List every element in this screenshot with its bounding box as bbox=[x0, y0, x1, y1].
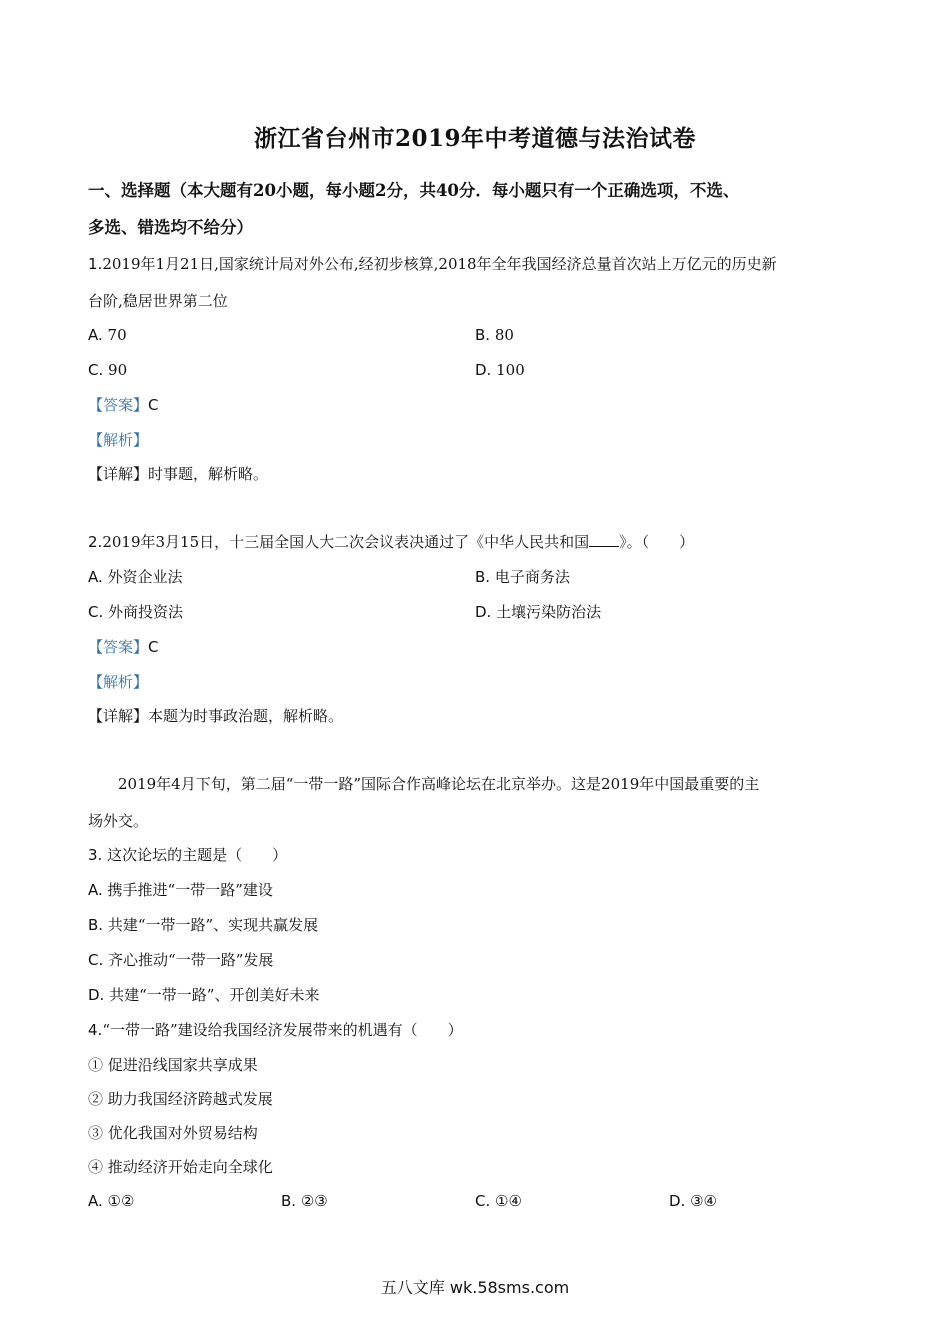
material-line2: 场外交。 bbox=[88, 812, 149, 830]
q4-stem-text: “一带一路”建设给我国经济发展带来的机遇有（ ） bbox=[102, 1021, 463, 1039]
option-text: ③④ bbox=[690, 1192, 718, 1210]
option-label: D. bbox=[475, 361, 492, 379]
option-label: D. bbox=[475, 603, 492, 621]
option-text: ①② bbox=[107, 1192, 135, 1210]
q2-option-a bbox=[88, 566, 183, 588]
q4-option-b bbox=[281, 1190, 328, 1212]
option-label: B. bbox=[475, 568, 491, 586]
answer-tag: 【答案】 bbox=[88, 396, 149, 414]
q2-detail: 【详解】本题为时事政治题，解析略。 bbox=[88, 707, 344, 725]
option-label: C. bbox=[475, 1192, 491, 1210]
q2-analysis-tag: 【解析】 bbox=[88, 673, 149, 691]
q3-option-d bbox=[88, 984, 319, 1006]
q3-option-c bbox=[88, 949, 273, 971]
option-text: 外资企业法 bbox=[107, 568, 183, 586]
option-label: D. bbox=[88, 986, 105, 1004]
q2-option-b bbox=[475, 566, 570, 588]
q3-stem-text: 这次论坛的主题是（ ） bbox=[102, 846, 288, 864]
page-footer: 五八文库 wk.58sms.com bbox=[380, 1278, 570, 1297]
q2-stem-before: 2019年3月15日，十三届全国人大二次会议表决通过了《中华人民共和国 bbox=[102, 533, 590, 551]
option-text: 共建“一带一路”、开创美好未来 bbox=[109, 986, 320, 1004]
option-text: 电子商务法 bbox=[494, 568, 570, 586]
option-label: A. bbox=[88, 568, 103, 586]
q1-option-d bbox=[475, 359, 525, 381]
section-heading-line1: 一、选择题（本大题有20小题，每小题2分，共40分．每小题只有一个正确选项，不选、 bbox=[88, 181, 740, 200]
answer-tag: 【答案】 bbox=[88, 638, 149, 656]
option-label: A. bbox=[88, 326, 103, 344]
q2-answer bbox=[88, 636, 159, 658]
q4-item-3: ③ 优化我国对外贸易结构 bbox=[88, 1124, 258, 1142]
option-label: B. bbox=[88, 916, 104, 934]
option-label: A. bbox=[88, 1192, 103, 1210]
q1-answer bbox=[88, 394, 159, 416]
q1-option-a bbox=[88, 324, 127, 346]
q1-option-b bbox=[475, 324, 514, 346]
q2-stem-after: 》。（ ） bbox=[619, 533, 695, 551]
q1-stem-text1: 2019年1月21日,国家统计局对外公布,经初步核算,2018年全年我国经济总量首次站上万亿元的历史新 bbox=[102, 255, 777, 273]
option-text: 共建“一带一路”、实现共赢发展 bbox=[107, 916, 319, 934]
q2-option-d bbox=[475, 601, 601, 623]
q4-number: 4. bbox=[88, 1021, 103, 1039]
option-label: D. bbox=[669, 1192, 686, 1210]
q3-number: 3. bbox=[88, 846, 103, 864]
option-text: ①④ bbox=[495, 1192, 522, 1210]
option-text: 70 bbox=[107, 326, 127, 344]
q2-option-c bbox=[88, 601, 183, 623]
q4-option-d bbox=[669, 1190, 717, 1212]
option-label: B. bbox=[281, 1192, 297, 1210]
section-heading-line2: 多选、错选均不给分） bbox=[88, 218, 253, 237]
option-label: A. bbox=[88, 881, 103, 899]
q2-blank bbox=[589, 531, 619, 547]
option-text: 携手推进“一带一路”建设 bbox=[107, 881, 273, 899]
option-label: C. bbox=[88, 951, 104, 969]
q2-stem bbox=[88, 531, 694, 553]
q1-number: 1. bbox=[88, 255, 103, 273]
q4-stem bbox=[88, 1019, 463, 1041]
option-text: 土壤污染防治法 bbox=[496, 603, 602, 621]
q4-option-a bbox=[88, 1190, 134, 1212]
option-text: 外商投资法 bbox=[108, 603, 184, 621]
q3-option-a bbox=[88, 879, 273, 901]
option-label: C. bbox=[88, 361, 104, 379]
option-label: B. bbox=[475, 326, 491, 344]
q1-analysis-tag: 【解析】 bbox=[88, 431, 149, 449]
q4-item-1: ① 促进沿线国家共享成果 bbox=[88, 1056, 258, 1074]
material-line1: 2019年4月下旬，第二届“一带一路”国际合作高峰论坛在北京举办。这是2019年中国最重要的主 bbox=[118, 775, 760, 793]
q1-option-c bbox=[88, 359, 127, 381]
q2-number: 2. bbox=[88, 533, 103, 551]
option-text: 80 bbox=[494, 326, 514, 344]
q1-stem-line2: 台阶,稳居世界第二位 bbox=[88, 292, 228, 310]
q1-stem-line1 bbox=[88, 253, 777, 275]
q1-detail: 【详解】时事题，解析略。 bbox=[88, 465, 269, 483]
q3-stem bbox=[88, 844, 287, 866]
q4-item-4: ④ 推动经济开始走向全球化 bbox=[88, 1158, 273, 1176]
q4-item-2: ② 助力我国经济跨越式发展 bbox=[88, 1090, 273, 1108]
option-label: C. bbox=[88, 603, 104, 621]
document-title: 浙江省台州市2019年中考道德与法治试卷 bbox=[253, 125, 696, 152]
answer-value: C bbox=[148, 396, 159, 414]
option-text: 90 bbox=[108, 361, 128, 379]
q4-option-c bbox=[475, 1190, 522, 1212]
answer-value: C bbox=[148, 638, 159, 656]
option-text: ②③ bbox=[300, 1192, 328, 1210]
q3-option-b bbox=[88, 914, 318, 936]
option-text: 100 bbox=[496, 361, 525, 379]
option-text: 齐心推动“一带一路”发展 bbox=[108, 951, 274, 969]
